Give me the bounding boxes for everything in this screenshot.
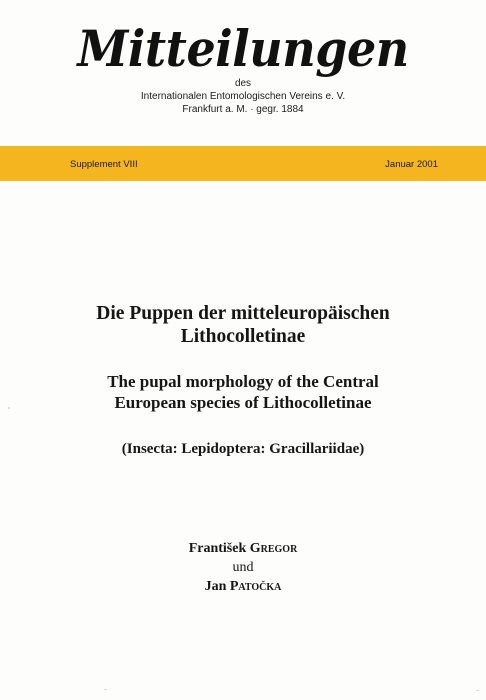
scan-speck	[476, 690, 479, 691]
authors	[0, 539, 486, 596]
author-conjunction: und	[232, 560, 254, 575]
german-title	[0, 302, 486, 348]
german-title-line1: Die Puppen der mitteleuropäischen	[96, 303, 390, 324]
masthead	[0, 19, 486, 116]
supplement-band	[0, 146, 486, 181]
issue-date: Januar 2001	[385, 159, 438, 170]
scan-speck	[8, 407, 10, 409]
english-title-line1: The pupal morphology of the Central	[107, 372, 379, 391]
journal-title: Mitteilungen	[77, 19, 409, 78]
author-1	[0, 539, 486, 558]
scan-speck	[104, 689, 107, 690]
supplement-label: Supplement VIII	[70, 159, 138, 170]
author-2	[0, 577, 486, 596]
classification: (Insecta: Lepidoptera: Gracillariidae)	[121, 441, 365, 457]
society-name: Internationalen Entomologischen Vereins e. V.	[140, 91, 346, 102]
subtitle-des: des	[234, 78, 252, 89]
author-2-last-name: Patočka	[229, 579, 282, 594]
author-2-first-name: Jan	[204, 579, 227, 594]
german-title-line2: Lithocolletinae	[180, 326, 306, 347]
english-title-line2: European species of Lithocolletinae	[114, 393, 372, 412]
author-1-last-name: Gregor	[249, 541, 298, 556]
english-title	[0, 371, 486, 413]
author-1-first-name: František	[188, 541, 247, 556]
location-founded: Frankfurt a. M. · gegr. 1884	[182, 104, 304, 115]
